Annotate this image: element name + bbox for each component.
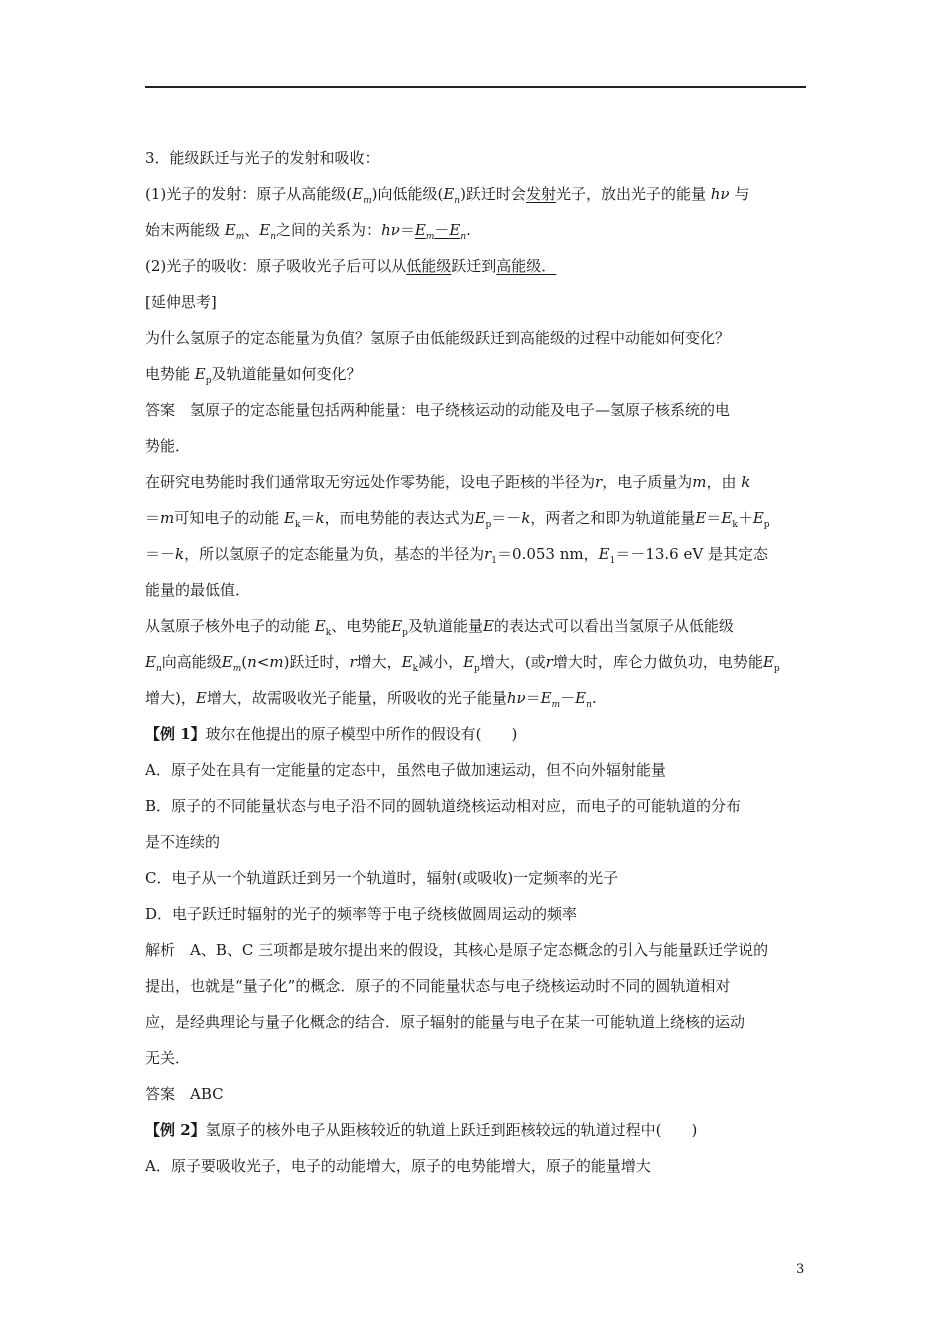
emission-line-2: 始末两能级 $E_m$、$E_n$之间的关系为：$h\nu=E_m-E_n$.: [145, 221, 471, 242]
key-term-high-level: 高能级．: [496, 257, 557, 275]
example-2-option-a: A．原子要吸收光子，电子的动能增大，原子的电势能增大，原子的能量增大: [145, 1157, 651, 1175]
derivation-line-7: 增大)，E增大，故需吸收光子能量，所吸收的光子能量$h\nu=E_m-E_n$.: [145, 689, 597, 710]
answer-line-1: 答案 氢原子的定态能量包括两种能量：电子绕核运动的动能及电子—氢原子核系统的电: [145, 401, 731, 419]
example-1-analysis-2: 提出，也就是“量子化”的概念．原子的不同能量状态与电子绕核运动时不同的圆轨道相对: [145, 977, 731, 995]
page-number: 3: [796, 1262, 805, 1277]
example-1-analysis-4: 无关．: [145, 1049, 191, 1067]
example-1-option-d: D．电子跃迁时辐射的光子的频率等于电子绕核做圆周运动的频率: [145, 905, 578, 923]
example-2-label: 【例 2】: [145, 1121, 206, 1139]
example-1-answer: 答案 ABC: [145, 1085, 224, 1103]
example-1-option-a: A．原子处在具有一定能量的定态中，虽然电子做加速运动，但不向外辐射能量: [145, 761, 666, 779]
page-body: [145, 140, 807, 1184]
header-rule: [145, 86, 806, 88]
derivation-line-1: 在研究电势能时我们通常取无穷远处作零势能，设电子距核的半径为r，电子质量为m，由 k: [145, 473, 751, 491]
energy-difference: $E_m-E_n$: [414, 221, 467, 242]
example-1-option-c: C．电子从一个轨道跃迁到另一个轨道时，辐射(或吸收)一定频率的光子: [145, 869, 619, 887]
derivation-line-2: ＝m可知电子的动能 $E_k=k$，而电势能的表达式为$E_p=-k$，两者之和即为轨道能量$E=E_k+E_p$: [145, 509, 770, 530]
derivation-line-6: $E_n$向高能级$E_m(n<m)$跃迁时，r增大，$E_k$减小，$E_p$增大，(或r增大时，库仑力做负功，电势能$E_p$: [145, 653, 780, 674]
example-2-stem: 【例 2】氢原子的核外电子从距核较近的轨道上跃迁到距核较远的轨道过程中( ): [145, 1121, 698, 1139]
emission-line-1: (1)光子的发射：原子从高能级$(E_m)$向低能级$(E_n)$跃迁时会发射光子，放出光子的能量 hν 与: [145, 185, 750, 206]
extension-question-1: 为什么氢原子的定态能量为负值？氢原子由低能级跃迁到高能级的过程中动能如何变化？: [145, 329, 731, 347]
derivation-line-3: ＝－k，所以氢原子的定态能量为负，基态的半径为$r_1=0.053$ nm，$E_1=-13.6$ eV 是其定态: [145, 545, 768, 566]
example-1-analysis-1: 解析 A、B、C 三项都是玻尔提出来的假设，其核心是原子定态概念的引入与能量跃迁学说的: [145, 941, 769, 959]
example-1-stem: 【例 1】玻尔在他提出的原子模型中所作的假设有( ): [145, 725, 518, 743]
extension-question-2: 电势能 $E_p$及轨道能量如何变化？: [145, 365, 362, 386]
section-heading: 3．能级跃迁与光子的发射和吸收：: [145, 149, 380, 167]
key-term-emit: 发射: [525, 185, 556, 203]
example-1-analysis-3: 应，是经典理论与量子化概念的结合．原子辐射的能量与电子在某一可能轨道上绕核的运动: [145, 1013, 746, 1031]
key-term-low-level: 低能级: [406, 257, 452, 275]
answer-line-2: 势能．: [145, 437, 191, 455]
example-1-option-b-1: B．原子的不同能量状态与电子沿不同的圆轨道绕核运动相对应，而电子的可能轨道的分布: [145, 797, 742, 815]
example-1-option-b-2: 是不连续的: [145, 833, 221, 851]
derivation-line-5: 从氢原子核外电子的动能 $E_k$、电势能$E_p$及轨道能量E的表达式可以看出当氢原子从低能级: [145, 617, 734, 638]
extension-title: [延伸思考]: [145, 293, 217, 311]
absorption-line: (2)光子的吸收：原子吸收光子后可以从低能级跃迁到高能级．: [145, 257, 557, 275]
example-1-label: 【例 1】: [145, 725, 206, 743]
derivation-line-4: 能量的最低值．: [145, 581, 251, 599]
